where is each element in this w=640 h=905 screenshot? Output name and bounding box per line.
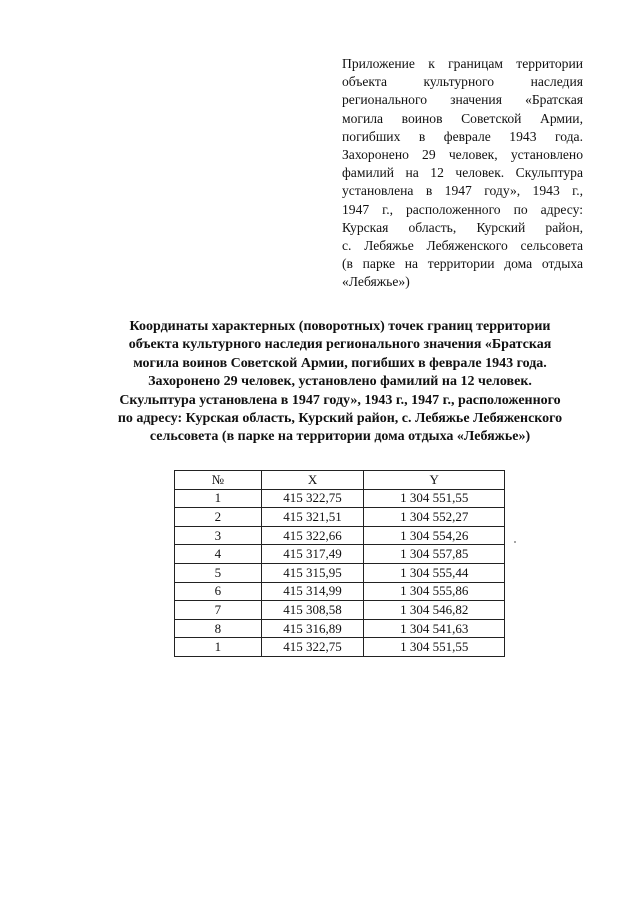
y-coordinate: 1 304 551,55 [364, 489, 505, 508]
coordinates-table [174, 470, 505, 657]
x-coordinate: 415 322,75 [261, 638, 364, 657]
point-number: 3 [175, 526, 262, 545]
coordinates-heading [95, 318, 585, 447]
heading-line: сельсовета (в парке на территории дома отдыха «Лебяжье») [149, 429, 531, 445]
y-coordinate: 1 304 557,85 [364, 545, 505, 564]
table-row [175, 601, 505, 620]
point-number: 4 [175, 545, 262, 564]
y-coordinate: 1 304 551,55 [364, 638, 505, 657]
point-number: 6 [175, 582, 262, 601]
appendix-line: с. Лебяжье Лебяженского сельсовета [342, 238, 583, 254]
table-header-row [175, 471, 505, 490]
y-coordinate: 1 304 546,82 [364, 601, 505, 620]
point-number: 2 [175, 508, 262, 527]
appendix-line: регионального значения «Братская [342, 92, 583, 108]
appendix-line: Захоронено 29 человек, установлено [342, 147, 583, 163]
point-number: 1 [175, 638, 262, 657]
appendix-note [342, 55, 583, 292]
column-header-number: № [175, 471, 262, 490]
scan-speck [514, 541, 516, 543]
appendix-line: 1947 г., расположенного по адресу: [342, 201, 583, 217]
y-coordinate: 1 304 554,26 [364, 526, 505, 545]
x-coordinate: 415 314,99 [261, 582, 364, 601]
point-number: 8 [175, 619, 262, 638]
appendix-line: погибших в феврале 1943 года. [342, 128, 583, 144]
x-coordinate: 415 322,66 [261, 526, 364, 545]
appendix-line: объекта культурного наследия [342, 74, 583, 90]
table-row [175, 619, 505, 638]
x-coordinate: 415 308,58 [261, 601, 364, 620]
appendix-line: Приложение к границам территории [342, 56, 583, 71]
appendix-line: могила воинов Советской Армии, [342, 110, 583, 126]
appendix-line: (в парке на территории дома отдыха [342, 256, 583, 272]
column-header-x: X [261, 471, 364, 490]
y-coordinate: 1 304 555,86 [364, 582, 505, 601]
table-row [175, 526, 505, 545]
appendix-line: установлена в 1947 году», 1943 г., [342, 183, 583, 199]
heading-line: Координаты характерных (поворотных) точек границ территории [129, 319, 551, 334]
y-coordinate: 1 304 555,44 [364, 563, 505, 582]
appendix-line: Курская область, Курский район, [342, 219, 583, 235]
table-row [175, 508, 505, 527]
y-coordinate: 1 304 552,27 [364, 508, 505, 527]
table-row [175, 638, 505, 657]
point-number: 5 [175, 563, 262, 582]
table-row [175, 489, 505, 508]
x-coordinate: 415 315,95 [261, 563, 364, 582]
x-coordinate: 415 317,49 [261, 545, 364, 564]
table-row [175, 545, 505, 564]
heading-line: Скульптура установлена в 1947 году», 1943 г., 1947 г., расположенного [119, 392, 561, 408]
x-coordinate: 415 321,51 [261, 508, 364, 527]
heading-line: Захоронено 29 человек, установлено фамилий на 12 человек. [148, 374, 532, 390]
point-number: 1 [175, 489, 262, 508]
heading-line: объекта культурного наследия регионального значения «Братская [128, 337, 552, 353]
x-coordinate: 415 322,75 [261, 489, 364, 508]
y-coordinate: 1 304 541,63 [364, 619, 505, 638]
point-number: 7 [175, 601, 262, 620]
table-row [175, 563, 505, 582]
x-coordinate: 415 316,89 [261, 619, 364, 638]
column-header-y: Y [364, 471, 505, 490]
heading-line: по адресу: Курская область, Курский район, с. Лебяжье Лебяженского [117, 411, 563, 427]
appendix-line: фамилий на 12 человек. Скульптура [342, 165, 583, 181]
appendix-line: «Лебяжье») [342, 274, 410, 290]
heading-line: могила воинов Советской Армии, погибших в феврале 1943 года. [133, 355, 547, 371]
table-row [175, 582, 505, 601]
